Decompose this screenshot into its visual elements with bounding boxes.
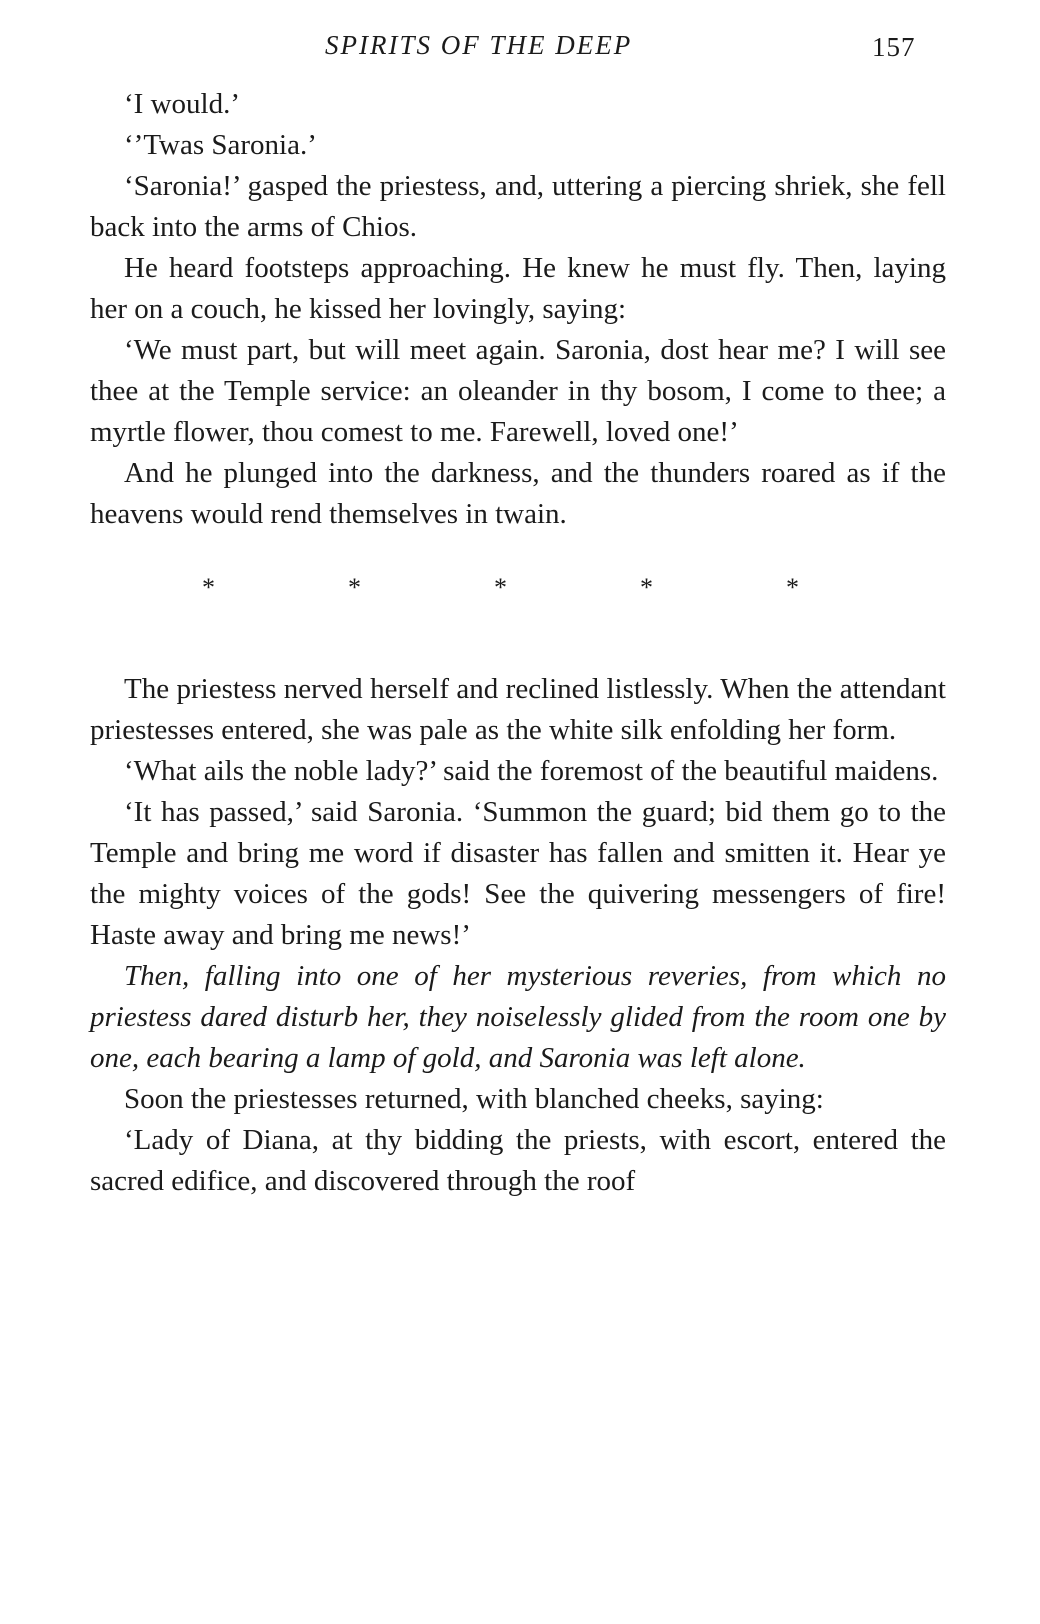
paragraph: He heard footsteps approaching. He knew he must fly. Then, laying her on a couch, he kissed her lovingly, saying:: [90, 252, 946, 325]
paragraph: ‘’Twas Saronia.’: [124, 129, 317, 161]
paragraph: ‘It has passed,’ said Saronia. ‘Summon the guard; bid them go to the Temple and bring me word if disaster has fallen and smitten it. Hear ye the mighty voices of the gods! See the quivering messengers of fire! Haste away and bring me news!’: [90, 796, 946, 951]
paragraph: ‘Lady of Diana, at thy bidding the priests, with escort, entered the sacred edifice, and discovered through the roof: [90, 1124, 946, 1197]
section-break: [90, 535, 946, 669]
paragraph: Then, falling into one of her mysterious reveries, from which no priestess dared disturb her, they noiselessly glided from the room one by one, each bearing a lamp of gold, and Saronia was left alone.: [90, 960, 946, 1074]
asterisk: *: [494, 573, 507, 602]
asterisk: *: [348, 573, 361, 602]
paragraph: ‘We must part, but will meet again. Saronia, dost hear me? I will see thee at the Temple service: an oleander in thy bosom, I come to thee; a myrtle flower, thou comest to me. Farewell, loved one!’: [90, 334, 946, 448]
page-body: [90, 84, 946, 1202]
paragraph: ‘I would.’: [124, 88, 240, 120]
asterisk: *: [202, 573, 215, 602]
running-head: SPIRITS OF THE DEEP: [325, 30, 633, 60]
paragraph: The priestess nerved herself and reclined listlessly. When the attendant priestesses entered, she was pale as the white silk enfolding her form.: [90, 673, 946, 746]
page-number: 157: [872, 32, 916, 62]
paragraph: ‘Saronia!’ gasped the priestess, and, uttering a piercing shriek, she fell back into the arms of Chios.: [90, 170, 946, 243]
asterisk: *: [786, 573, 799, 602]
paragraph: Soon the priestesses returned, with blanched cheeks, saying:: [124, 1083, 824, 1115]
page-header: [0, 30, 1040, 70]
asterisk: *: [640, 573, 653, 602]
paragraph: ‘What ails the noble lady?’ said the foremost of the beautiful maidens.: [124, 755, 939, 787]
paragraph: And he plunged into the darkness, and the thunders roared as if the heavens would rend themselves in twain.: [90, 457, 946, 530]
